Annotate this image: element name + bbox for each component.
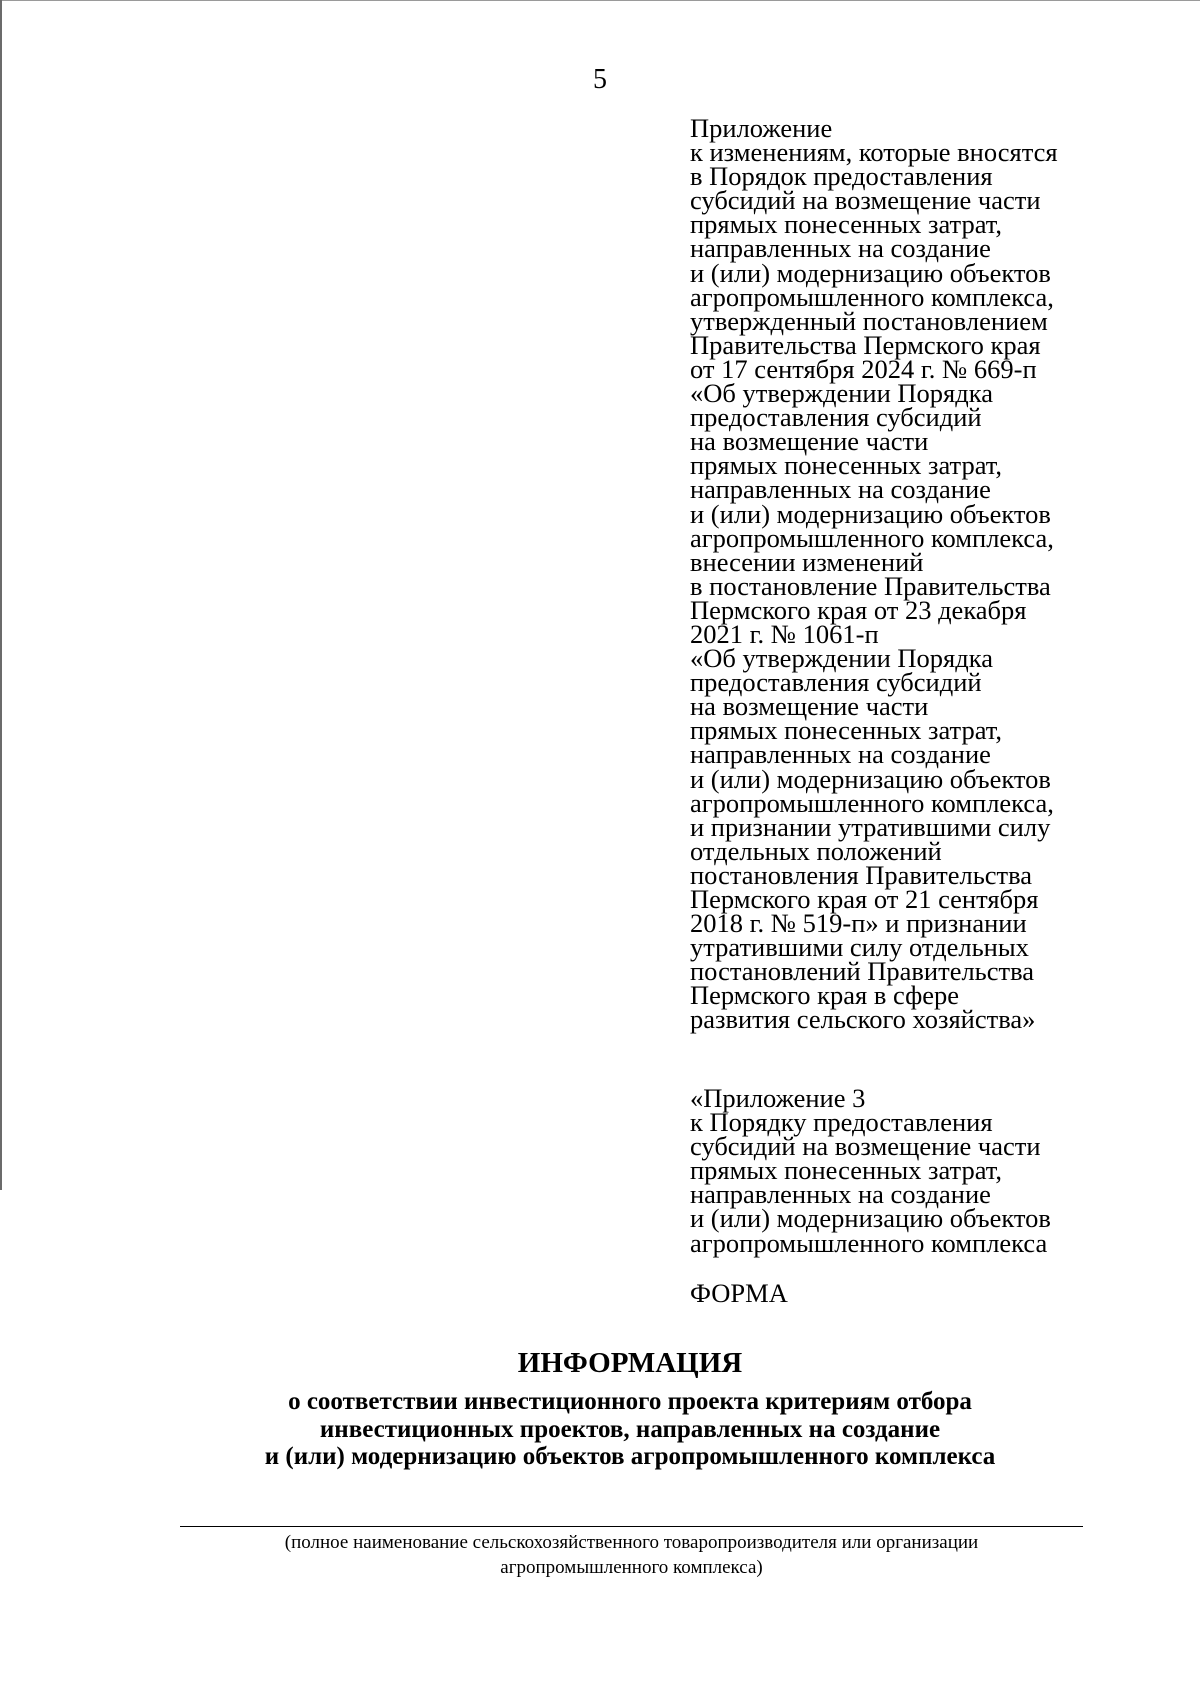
annex-line: отдельных положений — [690, 835, 942, 866]
annex-line: на возмещение части — [690, 426, 929, 457]
scan-edge-top — [0, 0, 1200, 1]
annex-line: внесении изменений — [690, 546, 924, 577]
page-number: 5 — [593, 64, 607, 95]
annex-line: Пермского края от 21 сентября — [690, 884, 1039, 914]
annex-line: постановлений Правительства — [690, 956, 1035, 987]
caption-line: (полное наименование сельскохозяйственного товаропроизводителя или организации — [284, 1532, 979, 1553]
subtitle-line: инвестиционных проектов, направленных на создание — [319, 1415, 941, 1443]
annex-line: прямых понесенных затрат, — [690, 450, 1002, 481]
annex-line: направленных на создание — [690, 474, 991, 505]
annex-line: субсидий на возмещение части — [690, 185, 1041, 216]
annex-line: на возмещение части — [690, 691, 929, 722]
organization-name-field-line — [180, 1526, 1083, 1527]
annex3-line: прямых понесенных затрат, — [690, 1155, 1002, 1186]
annex-line: Пермского края в сфере — [690, 980, 960, 1011]
scan-edge-left — [0, 0, 2, 1190]
annex-line: и (или) модернизацию объектов — [690, 498, 1051, 529]
annex-line: от 17 сентября 2024 г. № 669-п — [690, 353, 1037, 384]
document-subtitle — [0, 1388, 1200, 1471]
annex-line: предоставления субсидий — [690, 402, 982, 433]
annex-line: Правительства Пермского края — [690, 329, 1041, 360]
annex-line: прямых понесенных затрат, — [690, 715, 1002, 746]
annex-line: 2021 г. № 1061-п — [690, 618, 879, 649]
annex3-line: субсидий на возмещение части — [690, 1131, 1041, 1162]
annex-line: и (или) модернизацию объектов — [690, 763, 1051, 794]
annex-line: «Об утверждении Порядка — [690, 643, 993, 674]
form-label: ФОРМА — [690, 1278, 788, 1308]
annex-line: Приложение — [690, 113, 833, 143]
annex-line: и (или) модернизацию объектов — [690, 257, 1051, 288]
annex3-line: направленных на создание — [690, 1179, 991, 1210]
annex-line: постановления Правительства — [690, 859, 1033, 890]
annex-line: Пермского края от 23 декабря — [690, 594, 1027, 625]
annex-line: в постановление Правительства — [690, 570, 1051, 601]
annex-line: «Об утверждении Порядка — [690, 378, 993, 409]
organization-name-caption — [180, 1530, 1083, 1580]
annex-header — [690, 113, 1190, 1035]
annex-line: к изменениям, которые вносятся — [690, 137, 1058, 168]
annex3-line: и (или) модернизацию объектов — [690, 1203, 1051, 1234]
annex-line: и признании утратившими силу — [690, 811, 1051, 842]
document-title: ИНФОРМАЦИЯ — [517, 1347, 743, 1379]
caption-line: агропромышленного комплекса) — [500, 1557, 763, 1578]
annex3-line: агропромышленного комплекса — [690, 1227, 1048, 1258]
annex-line: направленных на создание — [690, 739, 991, 770]
annex-line: направленных на создание — [690, 233, 991, 264]
subtitle-line: о соответствии инвестиционного проекта критериям отбора — [288, 1388, 972, 1415]
annex3-header — [690, 1083, 1190, 1258]
annex-line: утратившими силу отдельных — [690, 932, 1029, 963]
annex-line: прямых понесенных затрат, — [690, 209, 1002, 240]
annex-line: 2018 г. № 519-п» и признании — [690, 908, 1027, 939]
annex-line: развития сельского хозяйства» — [690, 1004, 1036, 1035]
annex3-line: «Приложение 3 — [690, 1083, 866, 1113]
annex3-line: к Порядку предоставления — [690, 1107, 993, 1138]
annex-line: предоставления субсидий — [690, 667, 982, 698]
annex-line: агропромышленного комплекса, — [690, 787, 1054, 818]
annex-line: утвержденный постановлением — [690, 305, 1048, 336]
annex-line: в Порядок предоставления — [690, 161, 993, 192]
annex-line: агропромышленного комплекса, — [690, 281, 1054, 312]
subtitle-line: и (или) модернизацию объектов агропромышленного комплекса — [264, 1443, 996, 1470]
annex-line: агропромышленного комплекса, — [690, 522, 1054, 553]
